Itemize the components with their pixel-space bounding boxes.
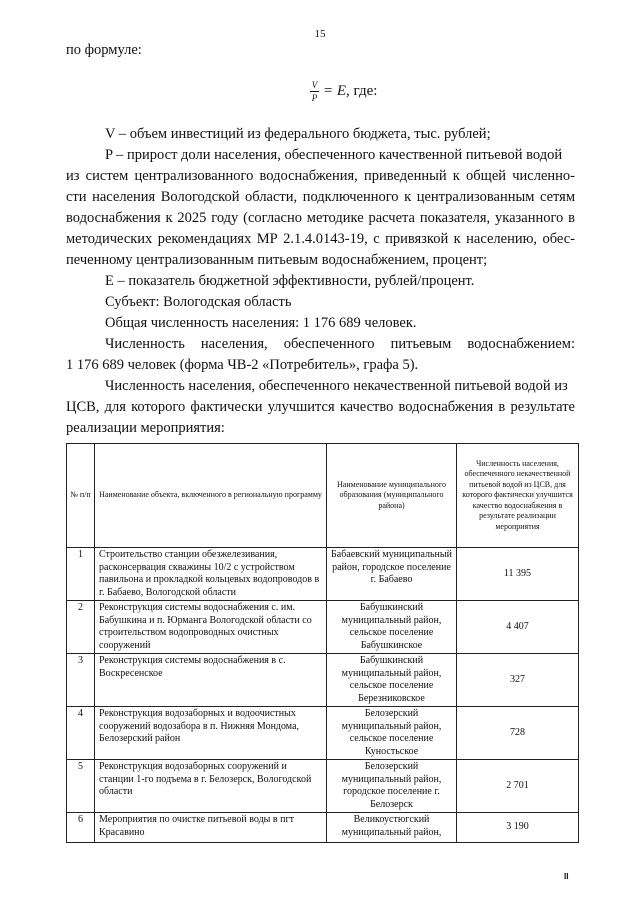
cell-num: 5 bbox=[67, 760, 95, 813]
header-municipality: Наименование муниципального образования (муниципального района) bbox=[327, 444, 457, 548]
cell-num: 4 bbox=[67, 707, 95, 760]
definition-p-line: из систем централизованного водоснабжения, приведенный к общей численно- bbox=[66, 168, 575, 184]
formula-suffix: где: bbox=[353, 83, 378, 99]
cell-population: 728 bbox=[457, 707, 579, 760]
definition-p-line: печенному централизованным питьевым водоснабжением, процент; bbox=[66, 252, 488, 268]
formula-rhs: = E, bbox=[323, 83, 350, 99]
cell-num: 6 bbox=[67, 813, 95, 843]
fraction-bar bbox=[310, 91, 319, 92]
cell-municipality: Бабушкинский муниципальный район, сельское поселение Березниковское bbox=[327, 654, 457, 707]
definition-p-line: сти населения Вологодской области, подключенного к централизованным сетям bbox=[66, 189, 575, 205]
population-supplied-line: 1 176 689 человек (форма ЧВ-2 «Потребитель», графа 5). bbox=[66, 357, 419, 373]
header-population: Численность населения, обеспеченного некачественной питьевой водой из ЦСВ, для которого фактически улучшится качество водоснабжения в результате реализации мероприятия bbox=[457, 444, 579, 548]
cell-municipality: Бабушкинский муниципальный район, сельское поселение Бабушкинское bbox=[327, 601, 457, 654]
cell-population: 4 407 bbox=[457, 601, 579, 654]
formula-denominator: P bbox=[311, 93, 318, 103]
table-row bbox=[67, 760, 579, 813]
population-poor-line: Численность населения, обеспеченного некачественной питьевой водой из bbox=[105, 378, 568, 394]
population-poor-line: ЦСВ, для которого фактически улучшится качество водоснабжения в результате bbox=[66, 399, 575, 415]
formula-numerator: V bbox=[311, 80, 318, 90]
cell-object: Реконструкция водозаборных и водоочистных сооружений водозабора в п. Нижняя Мондома, Белозерский район bbox=[95, 707, 327, 760]
cell-num: 3 bbox=[67, 654, 95, 707]
population-poor-line: реализации мероприятия: bbox=[66, 420, 225, 436]
table-row bbox=[67, 654, 579, 707]
page-number: 15 bbox=[314, 28, 326, 40]
subject-line: Субъект: Вологодская область bbox=[105, 294, 292, 310]
intro-text: по формуле: bbox=[66, 42, 142, 58]
definition-p-line: водоснабжения к 2025 году (согласно методике расчета показателя, указанного в bbox=[66, 210, 575, 226]
table-row bbox=[67, 813, 579, 843]
corner-mark: ll bbox=[564, 872, 569, 881]
cell-municipality: Белозерский муниципальный район, сельское поселение Куностьское bbox=[327, 707, 457, 760]
cell-municipality: Белозерский муниципальный район, городское поселение г. Белозерск bbox=[327, 760, 457, 813]
population-supplied-line: Численность населения, обеспеченного питьевым водоснабжением: bbox=[105, 336, 575, 352]
formula-fraction bbox=[310, 80, 319, 103]
cell-municipality: Великоустюгский муниципальный район, bbox=[327, 813, 457, 843]
cell-object: Реконструкция системы водоснабжения с. им. Бабушкина и п. Юрманга Вологодской области со строительством водопроводных очистных сооружений bbox=[95, 601, 327, 654]
table-row bbox=[67, 707, 579, 760]
definition-p-line: методических рекомендациях МР 2.1.4.0143-19, с привязкой к населению, обес- bbox=[66, 231, 575, 247]
cell-object: Реконструкция водозаборных сооружений и станции 1-го подъема в г. Белозерск, Вологодской области bbox=[95, 760, 327, 813]
header-num: № п/п bbox=[67, 444, 95, 548]
cell-num: 2 bbox=[67, 601, 95, 654]
cell-num: 1 bbox=[67, 548, 95, 601]
cell-municipality: Бабаевский муниципальный район, городское поселение г. Бабаево bbox=[327, 548, 457, 601]
formula bbox=[310, 80, 377, 103]
cell-population: 3 190 bbox=[457, 813, 579, 843]
definition-e: E – показатель бюджетной эффективности, рублей/процент. bbox=[105, 273, 475, 289]
definition-p-line: P – прирост доли населения, обеспеченного качественной питьевой водой bbox=[105, 147, 563, 163]
table-row bbox=[67, 548, 579, 601]
population-total: Общая численность населения: 1 176 689 человек. bbox=[105, 315, 417, 331]
cell-object: Реконструкция системы водоснабжения в с. Воскресенское bbox=[95, 654, 327, 707]
definition-v: V – объем инвестиций из федерального бюджета, тыс. рублей; bbox=[105, 126, 491, 142]
cell-population: 327 bbox=[457, 654, 579, 707]
investment-table bbox=[66, 443, 579, 843]
table-row bbox=[67, 601, 579, 654]
cell-population: 11 395 bbox=[457, 548, 579, 601]
table-header-row bbox=[67, 444, 579, 548]
header-object: Наименование объекта, включенного в региональную программу bbox=[95, 444, 327, 548]
cell-object: Мероприятия по очистке питьевой воды в пгт Красавино bbox=[95, 813, 327, 843]
cell-population: 2 701 bbox=[457, 760, 579, 813]
cell-object: Строительство станции обезжелезивания, расконсервация скважины 10/2 с устройством павильона и прокладкой кольцевых водопроводов в г. Бабаево, Вологодской области bbox=[95, 548, 327, 601]
